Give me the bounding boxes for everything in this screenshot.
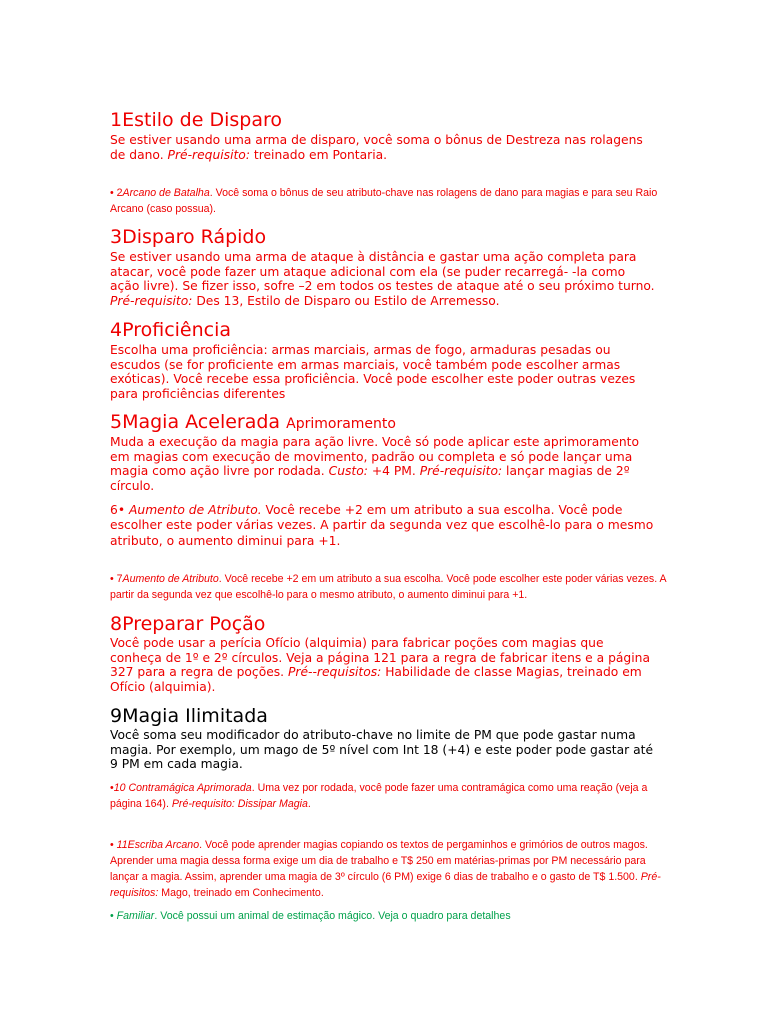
section-text: Se estiver usando uma arma de ataque à distância e gastar uma ação completa para atacar, você pode fazer um ataque adicional com ela (se puder recarregá- -la como ação livre). Se fizer isso, sofre –2 em todos os testes de ataque até o seu próximo turno. Pré-requisito: Des 13, Estilo de Disparo ou Estilo de Arremesso. (110, 250, 655, 308)
power-entry: 6• Aumento de Atributo. Você recebe +2 em um atributo a sua escolha. Você pode escolher este poder várias vezes. A partir da segunda vez que escolhê-lo para o mesmo atributo, o aumento diminui para +1. (110, 503, 654, 548)
section-title: 5Magia Acelerada Aprimoramento (110, 411, 396, 433)
power-entry: • 7Aumento de Atributo. Você recebe +2 em um atributo a sua escolha. Você pode escolher este poder várias vezes. A partir da segunda vez que escolhê-lo para o mesmo atributo, o aumento diminui para +1. (110, 573, 667, 601)
power-entry: •10 Contramágica Aprimorada. Uma vez por rodada, você pode fazer uma contramágica como uma reação (veja a página 164). Pré-requisito: Dissipar Magia. (110, 782, 648, 810)
section-title: 8Preparar Poção (110, 613, 266, 635)
section-subtitle: Aprimoramento (286, 416, 396, 432)
section-title: 9Magia Ilimitada (110, 705, 268, 727)
section-text: Se estiver usando uma arma de disparo, você soma o bônus de Destreza nas rolagens de dano. Pré-requisito: treinado em Pontaria. (110, 133, 643, 162)
power-entry: • 11Escriba Arcano. Você pode aprender magias copiando os textos de pergaminhos e grimórios de outros magos. Aprender uma magia dessa forma exige um dia de trabalho e T$ 250 em matérias-primas por PM necessário para lançar a magia. Assim, aprender uma magia de 3º círculo (6 PM) exige 6 dias de trabalho e o gasto de T$ 1.500. Pré-requisitos: Mago, treinado em Conhecimento. (110, 839, 661, 899)
section-title: 4Proficiência (110, 319, 232, 341)
section-text: Você soma seu modificador do atributo-chave no limite de PM que pode gastar numa magia. Por exemplo, um mago de 5º nível com Int 18 (+4) e este poder pode gastar até 9 PM em cada magia. (110, 728, 654, 772)
section-text: Muda a execução da magia para ação livre. Você só pode aplicar este aprimoramento em magias com execução de movimento, padrão ou completa e só pode lançar uma magia como ação livre por rodada. Custo: +4 PM. Pré-requisito: lançar magias de 2º círculo. (110, 435, 639, 493)
section-title: 3Disparo Rápido (110, 226, 267, 248)
power-entry: • Familiar. Você possui um animal de estimação mágico. Veja o quadro para detalhes (110, 910, 511, 922)
section-text: Você pode usar a perícia Ofício (alquimia) para fabricar poções com magias que conheça de 1º e 2º círculos. Veja a página 121 para a regra de fabricar itens e a página 327 para a regra de poções. Pré--requisitos: Habilidade de classe Magias, treinado em Ofício (alquimia). (110, 636, 650, 694)
section-text: Escolha uma proficiência: armas marciais, armas de fogo, armaduras pesadas ou escudos (se for proficiente em armas marciais, você também pode escolher armas exóticas). Você recebe essa proficiência. Você pode escolher este poder outras vezes para proficiências diferentes (110, 343, 636, 401)
section-title: 1Estilo de Disparo (110, 109, 282, 131)
power-entry: • 2Arcano de Batalha. Você soma o bônus de seu atributo-chave nas rolagens de dano para magias e para seu Raio Arcano (caso possua). (110, 187, 658, 215)
